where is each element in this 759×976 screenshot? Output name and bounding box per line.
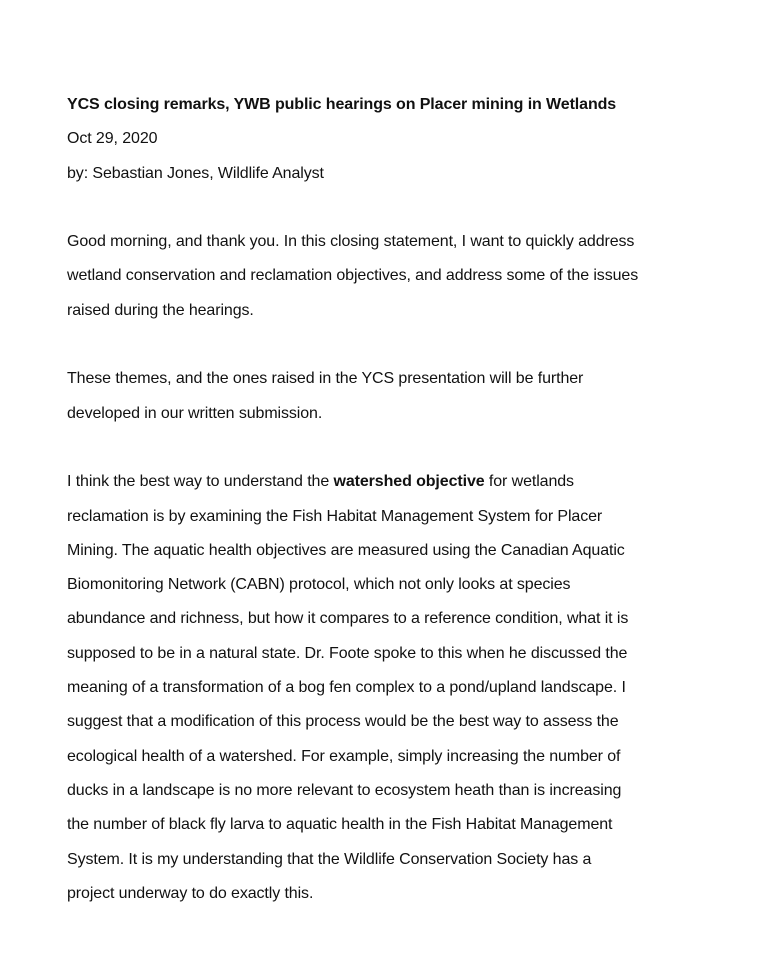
paragraph-line: developed in our written submission.: [67, 404, 323, 422]
paragraph-line: supposed to be in a natural state. Dr. Foote spoke to this when he discussed the: [67, 644, 628, 662]
paragraph-line: ecological health of a watershed. For example, simply increasing the number of: [67, 747, 621, 765]
paragraph-spacer: [67, 431, 707, 465]
paragraph-1: [67, 225, 707, 328]
text-run: I think the best way to understand the: [67, 473, 334, 491]
paragraph-spacer: [67, 328, 707, 362]
paragraph-line: meaning of a transformation of a bog fen complex to a pond/upland landscape. I: [67, 679, 626, 697]
paragraph-3: [67, 465, 707, 911]
paragraph-line: reclamation is by examining the Fish Habitat Management System for Placer: [67, 507, 603, 525]
document-title: YCS closing remarks, YWB public hearings on Placer mining in Wetlands: [67, 96, 617, 113]
paragraph-line: raised during the hearings.: [67, 301, 254, 319]
document-byline: by: Sebastian Jones, Wildlife Analyst: [67, 164, 324, 182]
paragraph-line: suggest that a modification of this process would be the best way to assess the: [67, 713, 619, 731]
emphasized-term: watershed objective: [333, 473, 485, 491]
paragraph-line: [67, 465, 707, 499]
paragraph-line: project underway to do exactly this.: [67, 884, 314, 902]
paragraph-line: the number of black fly larva to aquatic health in the Fish Habitat Management: [67, 816, 613, 834]
paragraph-2: [67, 362, 707, 431]
paragraph-line: Biomonitoring Network (CABN) protocol, which not only looks at species: [67, 576, 571, 594]
text-run: for wetlands: [484, 473, 574, 491]
paragraph-line: System. It is my understanding that the Wildlife Conservation Society has a: [67, 850, 592, 868]
paragraph-line: Good morning, and thank you. In this closing statement, I want to quickly address: [67, 233, 635, 251]
paragraph-spacer: [67, 191, 707, 225]
paragraph-line: ducks in a landscape is no more relevant to ecosystem heath than is increasing: [67, 781, 622, 799]
paragraph-line: Mining. The aquatic health objectives are measured using the Canadian Aquatic: [67, 541, 625, 559]
document-date: Oct 29, 2020: [67, 130, 158, 148]
paragraph-line: abundance and richness, but how it compares to a reference condition, what it is: [67, 610, 629, 628]
document-body: [67, 88, 707, 911]
paragraph-line: These themes, and the ones raised in the YCS presentation will be further: [67, 370, 584, 388]
paragraph-line: wetland conservation and reclamation objectives, and address some of the issues: [67, 267, 639, 285]
